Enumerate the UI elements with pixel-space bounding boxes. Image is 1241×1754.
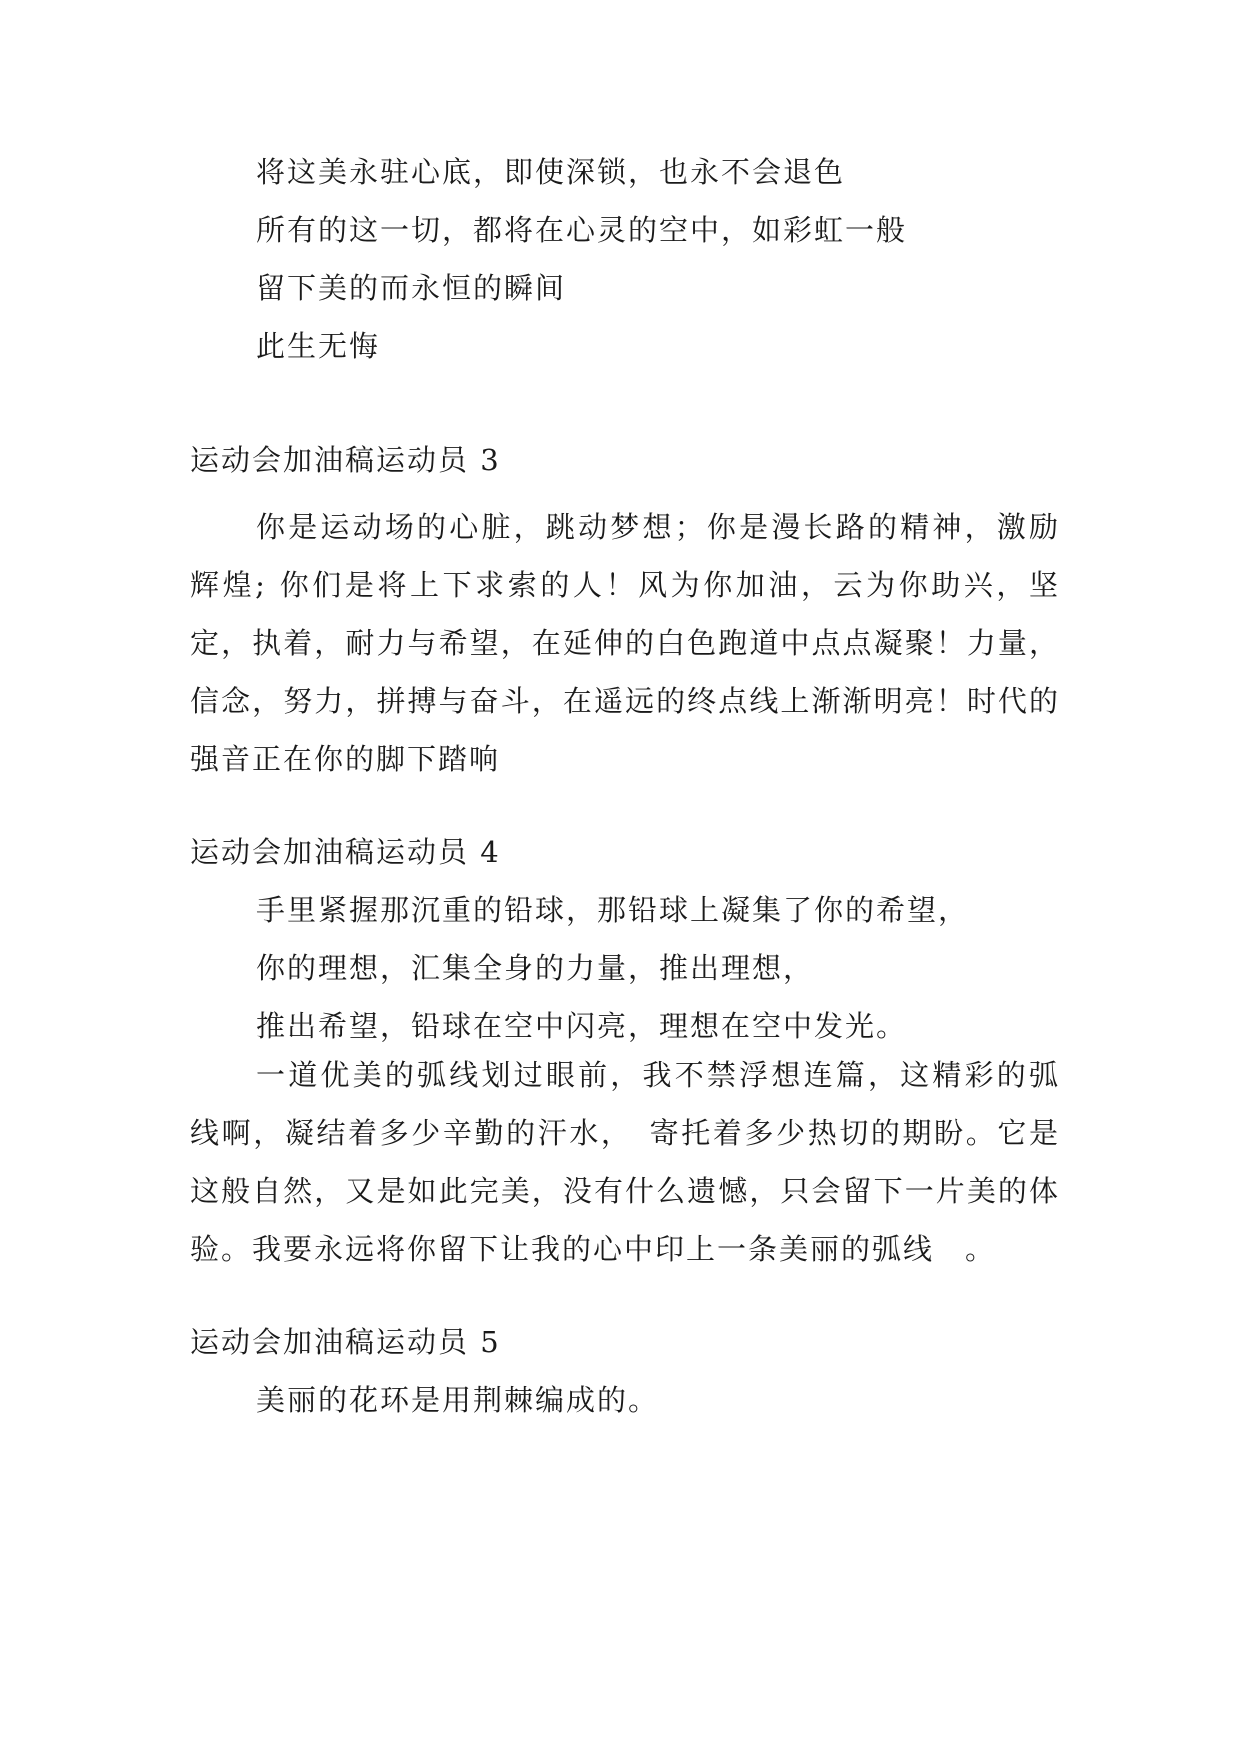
- section-4-line-2: 你的理想，汇集全身的力量，推出理想，: [256, 951, 815, 985]
- section-3-heading: 运动会加油稿运动员 3: [190, 443, 501, 477]
- section-4-heading: 运动会加油稿运动员 4: [190, 835, 501, 869]
- section-4-paragraph: 一道优美的弧线划过眼前，我不禁浮想连篇，这精彩的弧线啊，凝结着多少辛勤的汗水， 寄托着多少热切的期盼。它是这般自然，又是如此完美，没有什么遗憾，只会留下一片美的体验。我要永远将你留下让我的心中印上一条美丽的弧线 。: [190, 1058, 1060, 1266]
- section-4-line-3: 推出希望，铅球在空中闪亮，理想在空中发光。: [256, 1009, 908, 1043]
- poem-line-4: 此生无悔: [256, 329, 381, 363]
- poem-line-2: 所有的这一切，都将在心灵的空中，如彩虹一般: [256, 213, 908, 247]
- section-5-line-1: 美丽的花环是用荆棘编成的。: [256, 1383, 660, 1417]
- section-5-heading: 运动会加油稿运动员 5: [190, 1325, 501, 1359]
- section-4-line-1: 手里紧握那沉重的铅球，那铅球上凝集了你的希望，: [256, 893, 970, 927]
- poem-line-1: 将这美永驻心底，即使深锁，也永不会退色: [256, 155, 846, 189]
- section-3-paragraph: 你是运动场的心脏，跳动梦想；你是漫长路的精神，激励辉煌; 你们是将上下求索的人！风为你加油，云为你助兴，坚定，执着，耐力与希望，在延伸的白色跑道中点点凝聚！力量，信念，努力，拼搏与奋斗，在遥远的终点线上渐渐明亮！时代的强音正在你的脚下踏响: [190, 510, 1060, 776]
- document-body: [190, 152, 1060, 1438]
- poem-line-3: 留下美的而永恒的瞬间: [256, 271, 567, 305]
